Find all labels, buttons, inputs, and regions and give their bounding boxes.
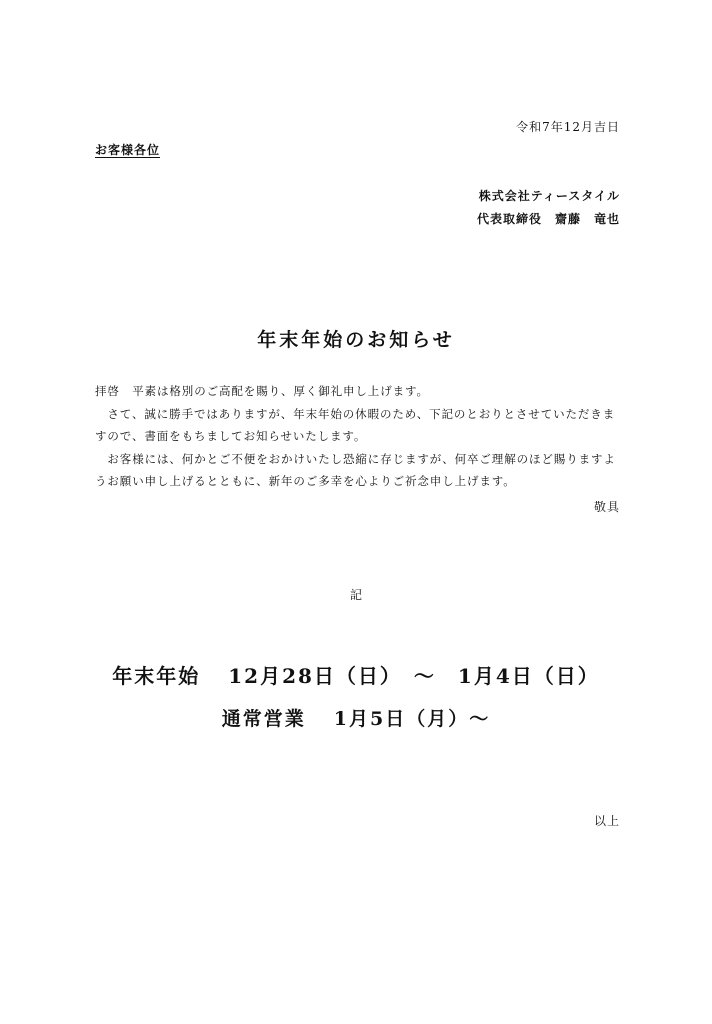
holiday-schedule [0, 660, 712, 689]
notice-paragraph: さて、誠に勝手ではありますが、年末年始の休暇のため、下記のとおりとさせていただきますので、書面をもちましてお知らせいたします。 [95, 406, 616, 443]
apology-paragraph: お客様には、何かとご不便をおかけいたし恐縮に存じますが、何卒ご理解のほど賜りますようお願い申し上げるとともに、新年のご多幸を心よりご祈念申し上げます。 [95, 451, 616, 488]
recipient: お客様各位 [95, 143, 161, 157]
sender-company: 株式会社ティースタイル [478, 189, 620, 203]
end-mark: 以上 [593, 814, 620, 828]
ki-mark: 記 [349, 588, 362, 602]
page-title: 年末年始のお知らせ [257, 329, 455, 351]
issue-date: 令和7年12月吉日 [516, 120, 620, 134]
letter-body [95, 380, 623, 493]
sender-representative: 代表取締役 齋藤 竜也 [476, 212, 620, 226]
holiday-range: 12月28日（日） 〜 1月4日（日） [228, 664, 600, 688]
holiday-label: 年末年始 [112, 664, 201, 688]
greeting-paragraph: 拝啓 平素は格別のご高配を賜り、厚く御礼申し上げます。 [95, 384, 429, 398]
business-start: 1月5日（月）〜 [333, 708, 491, 730]
business-label: 通常営業 [221, 708, 306, 730]
business-schedule [0, 704, 712, 731]
closing-phrase: 敬具 [593, 500, 620, 514]
